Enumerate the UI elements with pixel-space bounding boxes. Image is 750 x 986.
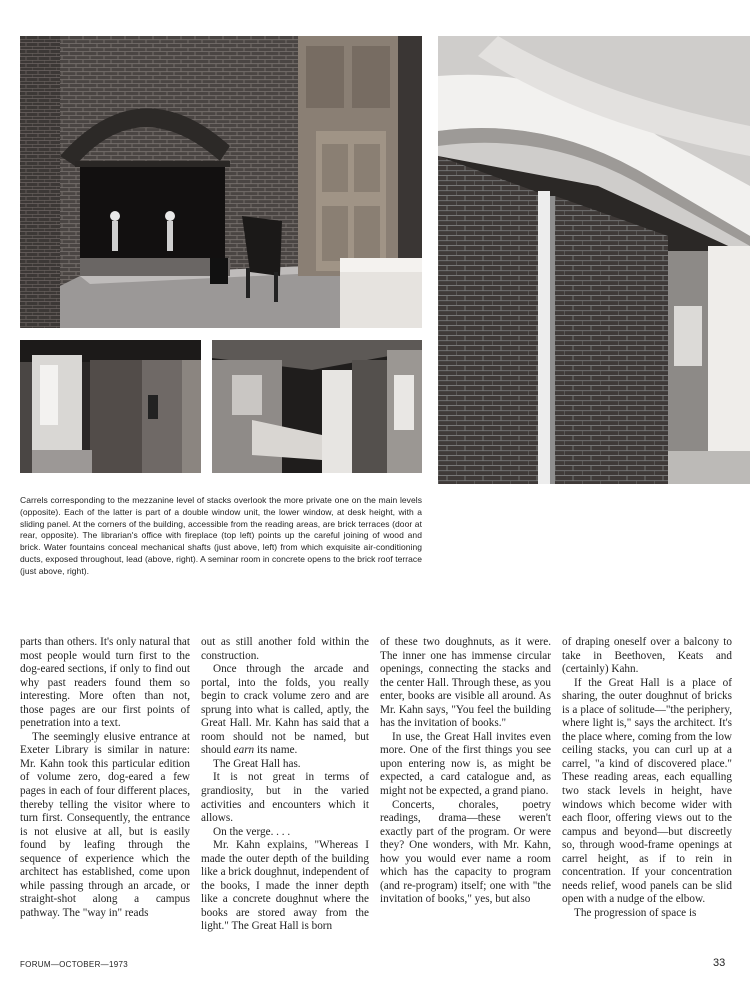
- paragraph: out as still another fold within the construction.: [201, 636, 369, 662]
- librarian-office-fireplace-photo: [20, 36, 422, 328]
- paragraph: parts than others. It's only natural that most people would turn first to the dog-eared sections, if only to find out why past readers found them so interesting. More often than not, those pages are our first points of penetration into a text.: [20, 636, 190, 730]
- paragraph-text: Once through the arcade and portal, into the folds, you really begin to crack volume zero and are sprung into what is called, aptly, the Great Hall. Mr. Kahn has said that a room should not be named, but should: [201, 663, 369, 757]
- text-column-1: [20, 636, 190, 920]
- paragraph: In use, the Great Hall invites even more. One of the first things you see upon entering now is, as might be expected, a card catalogue and, as might not be expected, a grand piano.: [380, 730, 551, 798]
- mezzanine-brick-wall-ducts-photo: [438, 36, 750, 484]
- text-column-3: [380, 636, 551, 907]
- page-number: 33: [713, 957, 726, 969]
- paragraph: Mr. Kahn explains, "Whereas I made the outer depth of the building like a brick doughnut, independent of the books, I made the inner depth like a concrete doughnut where the books are stored away from the light." The Great Hall is born: [201, 839, 369, 933]
- footer-publication-date: FORUM—OCTOBER—1973: [20, 960, 128, 969]
- paragraph: It is not great in terms of grandiosity, but in the varied activities and encounters which it allows.: [201, 771, 369, 825]
- paragraph: [201, 663, 369, 758]
- paragraph-text: its name.: [256, 744, 298, 757]
- paragraph: The seemingly elusive entrance at Exeter Library is similar in nature: Mr. Kahn took this particular edition of volume zero, dog-eared a few pages in each of four different places, thereby telling the visitor where to turn first. Consequently, the entrance is not elusive at all, but is easily found by leafing through the sequence of experience which the architect has established, come upon while passing through an arcade, or straight-shot along a campus pathway. The "way in" reads: [20, 730, 190, 919]
- carrel-corner-photo: [20, 340, 201, 473]
- text-column-2: [201, 636, 369, 934]
- paragraph: of draping oneself over a balcony to take in Beethoven, Keats and (certainly) Kahn.: [562, 636, 732, 676]
- seminar-room-concrete-photo: [212, 340, 422, 473]
- text-column-4: [562, 636, 732, 920]
- paragraph: The progression of space is: [574, 906, 697, 919]
- paragraph: of these two doughnuts, as it were. The inner one has immense circular openings, connecting the stacks and the center Hall. Through these, as you enter, books are visible all around. As Mr. Kahn says, "You feel the building has the invitation of books.": [380, 636, 551, 730]
- paragraph: The Great Hall has.: [213, 757, 301, 770]
- paragraph: On the verge. . . .: [213, 825, 291, 838]
- paragraph: Concerts, chorales, poetry readings, drama—these weren't exactly part of the program. Or were they? One wonders, with Mr. Kahn, how you would ever name a room which has the capacity to program (and re-program) itself; one with "the invitation of books," yes, but also: [380, 798, 551, 906]
- photo-caption: Carrels corresponding to the mezzanine level of stacks overlook the more private one on the main levels (opposite). Each of the latter is part of a double window unit, the lower window, at desk height, with a sliding panel. At the corners of the building, accessible from the reading areas, are brick terraces (door at rear, opposite). The librarian's office with fireplace (top left) points up the careful joining of wood and brick. Water fountains conceal mechanical shafts (just above, left) from which exquisite air-conditioning ducts, exposed throughout, lead (above, right). A seminar room in concrete opens to the brick roof terrace (just above, right).: [20, 495, 422, 576]
- paragraph: If the Great Hall is a place of sharing, the outer doughnut of bricks is a place of solitude—"the periphery, where light is," says the architect. It's the place where, coming from the low ceiling stacks, you can curl up at a carrel, "a kind of discovered place." These reading areas, each equalling two stack levels in height, have windows which become wider with each floor, offering views out to the campus and beyond—but discreetly so, through wood-frame openings at carrel height, as if to rein in concentration. If your concentration needs relief, wood panels can be slid open with a nudge of the elbow.: [562, 676, 732, 906]
- emphasis: earn: [233, 744, 255, 757]
